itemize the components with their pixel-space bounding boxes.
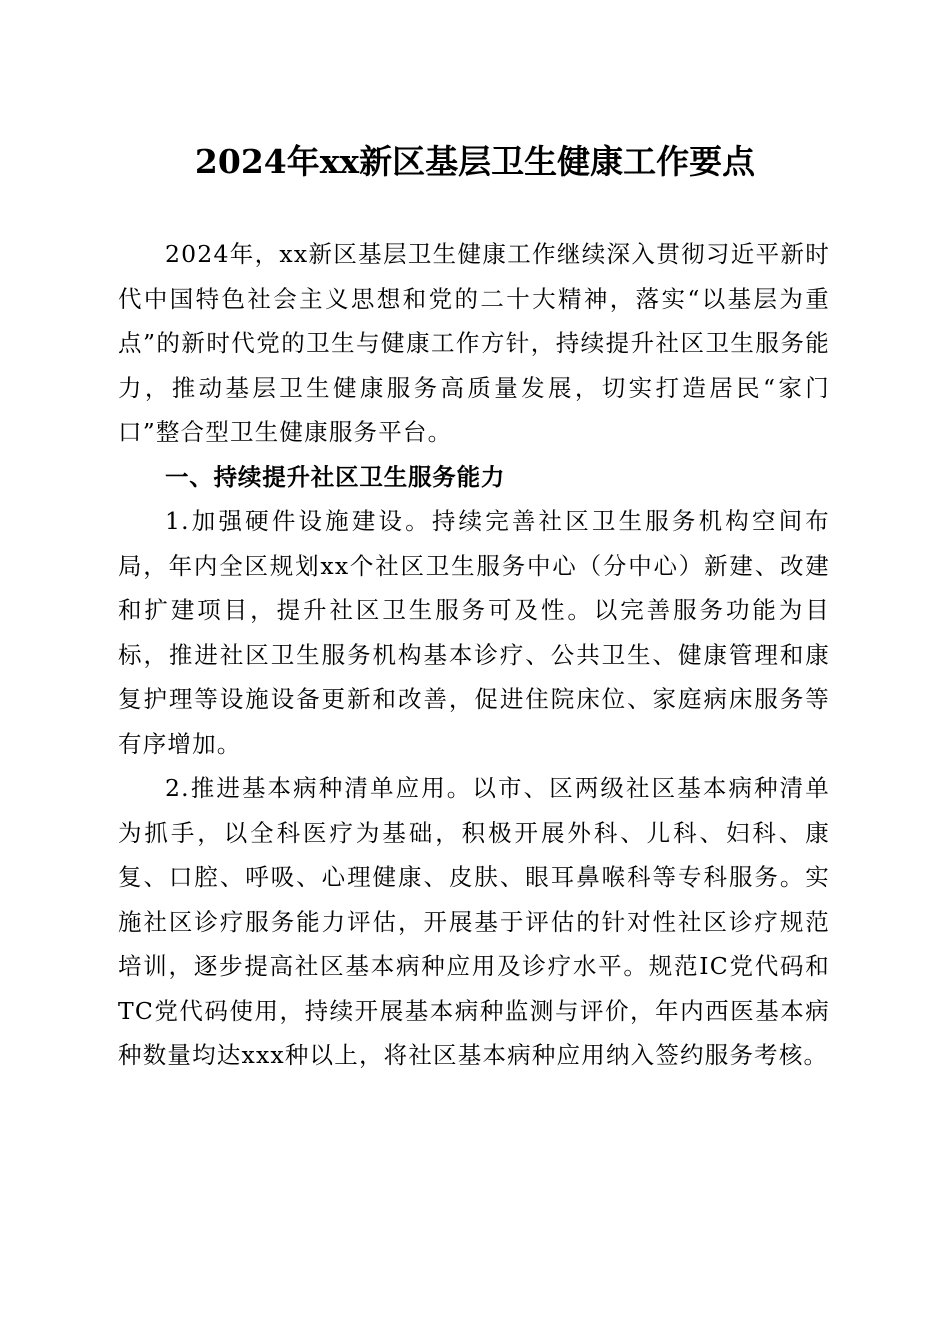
item-paragraph-2: 2.推进基本病种清单应用。以市、区两级社区基本病种清单为抓手，以全科医疗为基础，积极开展外科、儿科、妇科、康复、口腔、呼吸、心理健康、皮肤、眼耳鼻喉科等专科服务。实施社区诊疗服务能力评估，开展基于评估的针对性社区诊疗规范培训，逐步提高社区基本病种应用及诊疗水平。规范IC党代码和TC党代码使用，持续开展基本病种监测与评价，年内西医基本病种数量均达xxx种以上，将社区基本病种应用纳入签约服务考核。 bbox=[118, 774, 830, 1069]
item-paragraph-1: 1.加强硬件设施建设。持续完善社区卫生服务机构空间布局，年内全区规划xx个社区卫生服务中心（分中心）新建、改建和扩建项目，提升社区卫生服务可及性。以完善服务功能为目标，推进社区卫生服务机构基本诊疗、公共卫生、健康管理和康复护理等设施设备更新和改善，促进住院床位、家庭病床服务等有序增加。 bbox=[118, 507, 830, 758]
document-body bbox=[118, 232, 830, 1078]
document-title: 2024年xx新区基层卫生健康工作要点 bbox=[194, 142, 756, 181]
section-heading: 一、持续提升社区卫生服务能力 bbox=[165, 462, 506, 491]
intro-paragraph: 2024年，xx新区基层卫生健康工作继续深入贯彻习近平新时代中国特色社会主义思想和党的二十大精神，落实“以基层为重点”的新时代党的卫生与健康工作方针，持续提升社区卫生服务能力，推动基层卫生健康服务高质量发展，切实打造居民“家门口”整合型卫生健康服务平台。 bbox=[118, 240, 830, 446]
